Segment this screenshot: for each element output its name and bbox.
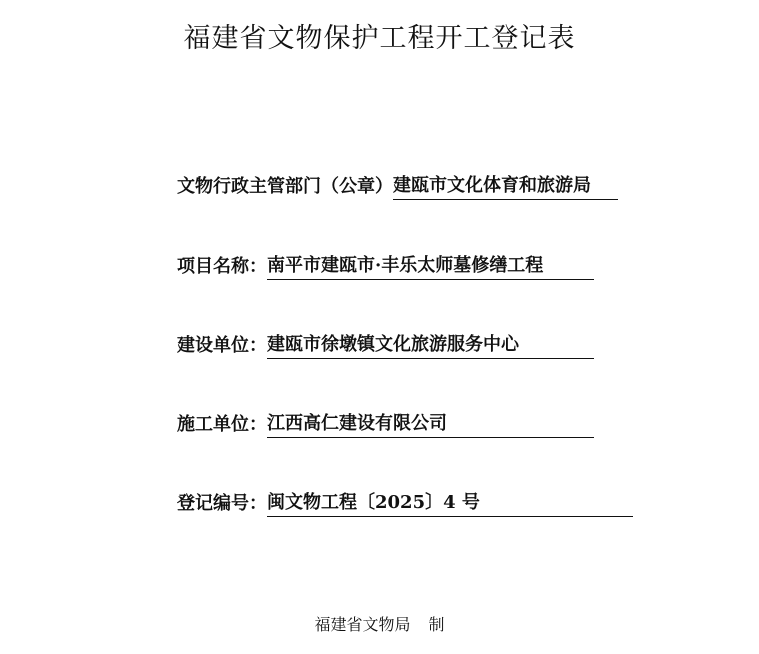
construction-owner-row: [177, 332, 594, 360]
authority-label: 文物行政主管部门（公章）: [177, 176, 393, 197]
project-name-value: 南平市建瓯市·丰乐太师墓修缮工程: [267, 253, 594, 280]
construction-owner-value: 建瓯市徐墩镇文化旅游服务中心: [267, 332, 594, 359]
page-title: 福建省文物保护工程开工登记表: [183, 23, 576, 54]
construction-owner-label: 建设单位：: [177, 335, 267, 356]
project-name-label: 项目名称：: [177, 256, 267, 277]
authority-row: [177, 173, 618, 201]
registration-number-value: 闽文物工程〔2025〕4 号: [267, 490, 633, 517]
project-name-row: [177, 253, 594, 281]
issuer-suffix: 制: [428, 615, 445, 634]
issuer-name: 福建省文物局: [314, 615, 411, 634]
issuer-footer: [0, 614, 759, 636]
contractor-value: 江西高仁建设有限公司: [267, 411, 594, 438]
contractor-label: 施工单位：: [177, 414, 267, 435]
registration-number-label: 登记编号：: [177, 493, 267, 514]
authority-value: 建瓯市文化体育和旅游局: [393, 173, 618, 200]
contractor-row: [177, 411, 594, 439]
registration-number-row: [177, 490, 633, 518]
